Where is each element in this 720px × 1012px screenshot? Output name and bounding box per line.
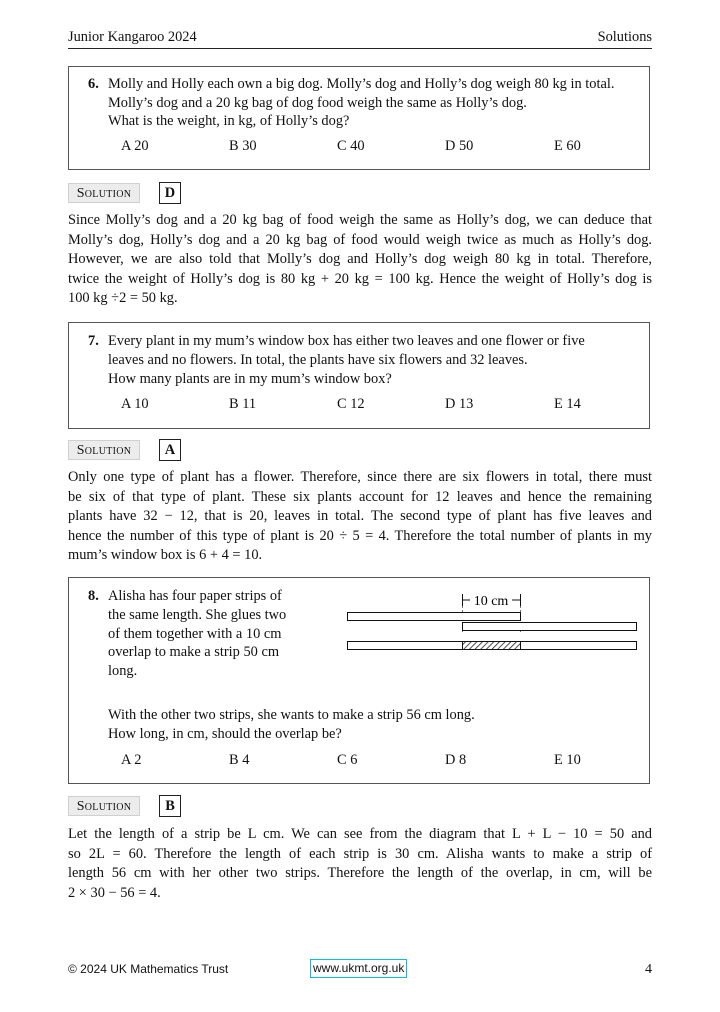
solution-line: 2 × 30 − 56 = 4. <box>68 884 161 901</box>
question-8-box <box>68 577 650 784</box>
option-e: E 14 <box>554 396 581 412</box>
solution-line: 100 kg ÷2 = 50 kg. <box>68 290 178 306</box>
option-c: C 12 <box>337 396 365 412</box>
page-header <box>68 28 652 49</box>
question-7-box <box>68 322 650 429</box>
overlap-region <box>463 642 521 650</box>
option-c: C 6 <box>337 752 358 768</box>
page-number: 4 <box>645 962 652 977</box>
option-a: A 10 <box>121 396 149 412</box>
solution-label: Solution <box>68 796 140 816</box>
option-e: E 10 <box>554 752 581 768</box>
solution-label: Solution <box>68 183 140 203</box>
solution-line: Since Molly’s dog and a 20 kg bag of food weigh the same as Holly’s dog, we can deduce that <box>68 212 652 228</box>
question-text-line: of them together with a 10 cm <box>108 626 282 642</box>
solution-label: Solution <box>68 440 140 460</box>
solution-answer: D <box>159 182 181 204</box>
strips-diagram <box>345 592 639 654</box>
question-text-line: Alisha has four paper strips of <box>108 588 282 604</box>
option-d: D 8 <box>445 752 467 768</box>
option-b: B 11 <box>229 396 257 412</box>
website-link[interactable]: www.ukmt.org.uk <box>310 959 407 978</box>
option-b: B 30 <box>229 138 257 154</box>
solution-line: Only one type of plant has a flower. Therefore, since there are six flowers in total, there must <box>68 469 652 485</box>
answer-options <box>69 137 649 157</box>
copyright: © 2024 UK Mathematics Trust <box>68 962 229 976</box>
solution-line: hence the number of this type of plant is 20 ÷ 5 = 4. Therefore the total number of plants in my <box>68 527 652 544</box>
solution-line: be six of that type of plant. These six plants account for 12 leaves and hence the remaining <box>68 488 652 505</box>
question-number: 8. <box>88 588 99 604</box>
solution-6-text <box>68 211 652 309</box>
solution-line: length 56 cm with her other two strips. Therefore the length of the overlap, in cm, will be <box>68 865 652 881</box>
option-a: A 20 <box>121 138 149 154</box>
solution-7-text <box>68 468 652 566</box>
solution-answer: B <box>159 795 181 817</box>
question-text-line: leaves and no flowers. In total, the plants have six flowers and 32 leaves. <box>108 352 528 368</box>
solution-line: twice the weight of Holly’s dog is 80 kg + 20 kg = 100 kg. Hence the weight of Holly’s dog is <box>68 270 652 287</box>
page-footer <box>68 960 652 980</box>
question-text-line: Molly and Holly each own a big dog. Molly’s dog and Holly’s dog weigh 80 kg in total. <box>108 76 615 92</box>
question-text-line: With the other two strips, she wants to make a strip 56 cm long. <box>108 707 475 723</box>
option-d: D 50 <box>445 138 474 154</box>
question-6-box <box>68 66 650 170</box>
question-text-line: How many plants are in my mum’s window box? <box>108 371 392 387</box>
option-c: C 40 <box>337 138 365 154</box>
solution-line: plants have 32 − 12, that is 20, leaves in total. The second type of plant has five leaves and <box>68 508 652 524</box>
option-d: D 13 <box>445 396 474 412</box>
solution-answer: A <box>159 439 181 461</box>
solution-line: Molly’s dog, Holly’s dog and a 20 kg bag of food would weigh twice as much as Holly’s dog. <box>68 231 652 248</box>
solution-line: mum’s window box is 6 + 4 = 10. <box>68 547 263 563</box>
answer-options <box>69 395 649 415</box>
answer-options <box>69 751 649 771</box>
option-a: A 2 <box>121 752 142 768</box>
header-section: Solutions <box>597 29 652 45</box>
solution-line: Let the length of a strip be L cm. We can see from the diagram that L + L − 10 = 50 and <box>68 826 652 842</box>
strip-one <box>348 613 521 621</box>
header-title: Junior Kangaroo 2024 <box>68 29 197 45</box>
strip-two <box>463 623 637 631</box>
question-text-line: What is the weight, in kg, of Holly’s dog? <box>108 113 350 129</box>
option-e: E 60 <box>554 138 581 154</box>
question-number: 6. <box>88 76 99 92</box>
question-text-line: How long, in cm, should the overlap be? <box>108 726 342 742</box>
question-number: 7. <box>88 333 99 349</box>
solution-8-text <box>68 825 652 903</box>
overlap-label: 10 cm <box>473 594 509 609</box>
solution-line: so 2L = 60. Therefore the length of each strip is 30 cm. Alisha wants to make a strip of <box>68 845 652 862</box>
question-text-line: Every plant in my mum’s window box has either two leaves and one flower or five <box>108 333 585 349</box>
question-text-line: overlap to make a strip 50 cm <box>108 644 280 660</box>
solution-line: However, we are also told that Molly’s dog and Holly’s dog weigh 80 kg in total. Therefore, <box>68 251 652 267</box>
question-text-line: long. <box>108 663 138 679</box>
option-b: B 4 <box>229 752 250 768</box>
question-text-line: Molly’s dog and a 20 kg bag of dog food weigh the same as Holly’s dog. <box>108 95 527 111</box>
question-text-line: the same length. She glues two <box>108 607 287 623</box>
